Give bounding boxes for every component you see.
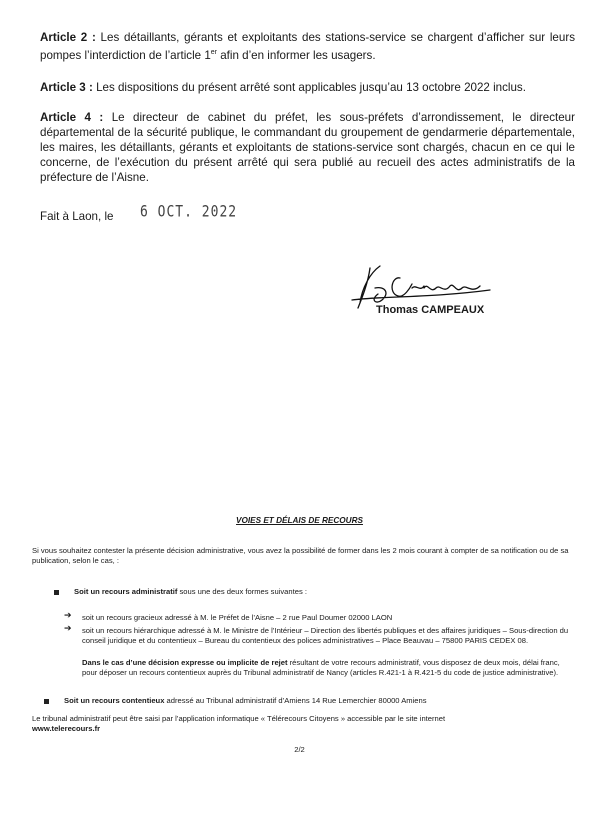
article-4 xyxy=(40,110,575,185)
recours-admin-rest: sous une des deux formes suivantes : xyxy=(177,587,307,596)
recours-contentieux-rest: adressé au Tribunal administratif d’Amiens 14 Rue Lemerchier 80000 Amiens xyxy=(164,696,427,705)
date-stamp: 6 OCT. 2022 xyxy=(140,203,238,222)
article-4-text: Le directeur de cabinet du préfet, les sous-préfets d’arrondissement, le directeur départemental de la sécurité publique, le commandant du groupement de gendarmerie départementale, les maires, les détaillants, gérants et exploitants de stations-service sont chargés, chacun en ce qui le concerne, de l’exécution du présent arrêté qui sera publié au recueil des actes administratifs de la préfecture de l’Aisne. xyxy=(40,111,575,184)
article-4-label: Article 4 : xyxy=(40,111,104,124)
recours-rejet xyxy=(82,658,572,678)
article-2 xyxy=(40,30,575,63)
recours-gracieux: soit un recours gracieux adressé à M. le Préfet de l’Aisne – 2 rue Paul Doumer 02000 LAON xyxy=(82,613,393,622)
recours-contentieux xyxy=(64,696,574,706)
signer-name: Thomas CAMPEAUX xyxy=(376,304,485,316)
article-3-label: Article 3 : xyxy=(40,81,93,94)
page-number: 2/2 xyxy=(294,745,305,754)
recours-rejet-rest: résultant de votre recours administratif, vous disposez de deux mois, délai franc, pour déposer un recours contentieux auprès du Tribunal administratif de Nancy (articles R.421-1 à R.421-5 du code de justice administrative). xyxy=(82,658,560,677)
article-3-text: Les dispositions du présent arrêté sont applicables jusqu’au 13 octobre 2022 inclus. xyxy=(92,81,526,94)
recours-rejet-bold: Dans le cas d’une décision expresse ou implicite de rejet xyxy=(82,658,288,667)
telerecours-note: Le tribunal administratif peut être saisi par l’application informatique « Télérecours Citoyens » accessible par le site internet xyxy=(32,714,446,723)
arrow-right-icon: ➔ xyxy=(64,611,72,621)
recours-admin-bold: Soit un recours administratif xyxy=(74,587,178,596)
arrow-right-icon: ➔ xyxy=(64,624,72,634)
article-3 xyxy=(40,80,575,95)
article-2-text-a: Les détaillants, gérants et exploitants des stations-service se chargent d’afficher sur leurs pompes l’interdiction de l’article 1 xyxy=(40,31,575,62)
bullet-square-icon xyxy=(44,699,49,704)
recours-contentieux-bold: Soit un recours contentieux xyxy=(64,696,165,705)
article-2-text-b: afin d’en informer les usagers. xyxy=(217,48,376,62)
recours-administratif xyxy=(74,587,574,597)
place-date-label: Fait à Laon, le xyxy=(40,210,114,223)
recours-intro: Si vous souhaitez contester la présente décision administrative, vous avez la possibilité de former dans les 2 mois courant à compter de sa notification ou de sa publication, selon le cas, : xyxy=(32,546,569,565)
recours-title: VOIES ET DÉLAIS DE RECOURS xyxy=(236,516,363,525)
telerecours-link[interactable]: www.telerecours.fr xyxy=(32,724,101,733)
article-2-label: Article 2 : xyxy=(40,31,96,44)
bullet-square-icon xyxy=(54,590,59,595)
recours-hierarchique: soit un recours hiérarchique adressé à M. le Ministre de l’Intérieur – Direction des libertés publiques et des affaires juridiques – Sous-direction du conseil juridique et du contentieux – Bureau du contentieux des polices administratives – Place Beauvau – 75800 PARIS CEDEX 08. xyxy=(82,626,569,645)
article-2-sup: er xyxy=(210,49,218,56)
